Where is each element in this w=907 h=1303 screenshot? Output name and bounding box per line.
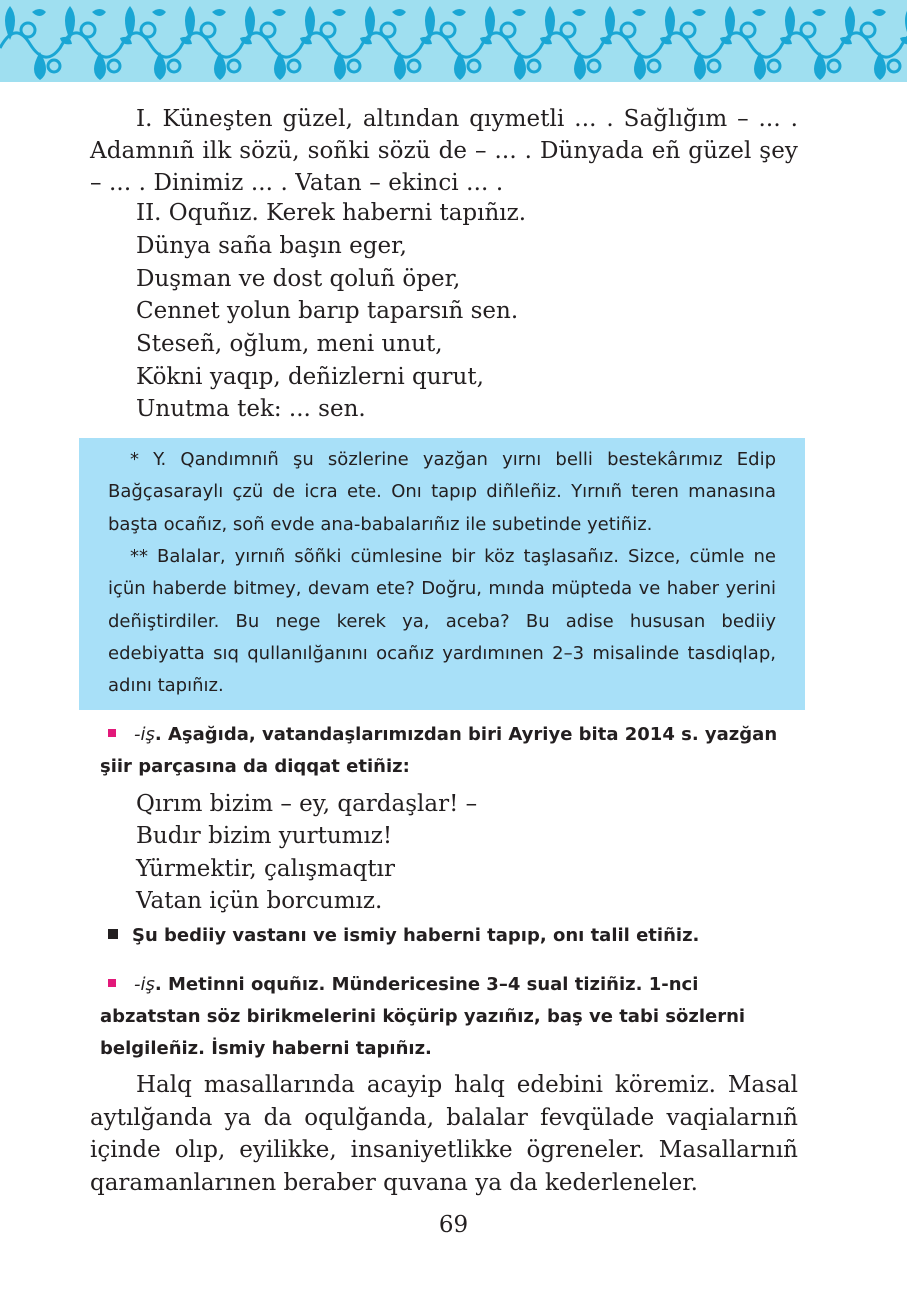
note-paragraph-2: ** Balalar, yırnıñ sõñki cümlesine bir köz taşlasañız. Sizce, cümle ne içün haberde bitmey, devam ete? Doğru, mında müpteda ve haber yerini deñiştirdiler. Bu nege kerek ya, aceba? Bu adise hususan bediiy edebiyatta sıq qullanılğanını ocañız yardımınen 2–3 misalinde tasdiqlap, adını tapıñız. xyxy=(108,546,776,697)
poem-line: Yürmektir, çalışmaqtır xyxy=(136,856,395,882)
note-paragraph-1: * Y. Qandımnıñ şu sözlerine yazğan yırnı belli bestekârımız Edip Bağçasaraylı çzü de icra ete. Onı tapıp diñleñiz. Yırnıñ teren manasına başta ocañız, soñ evde ana-babalarıñız ile subetinde yetiñiz. xyxy=(108,449,776,535)
poem-line: Steseñ, oğlum, meni unut, xyxy=(136,331,443,357)
poem-line: Qırım bizim – ey, qardaşlar! – xyxy=(136,791,478,817)
exercise-2-heading: II. Oquñız. Kerek haberni tapıñız. xyxy=(136,200,527,226)
square-bullet-icon xyxy=(108,929,118,939)
exercise-paragraph-1: I. Küneşten güzel, altından qıymetli ... . Sağlığım – ... . Adamnıñ ilk sözü, soñki sözü de – ... . Dünyada eñ güzel şey – ... . Dinimiz ... . Vatan – ekinci ... . xyxy=(90,106,798,196)
ornamental-header-banner xyxy=(0,0,907,82)
square-marker-icon xyxy=(108,979,116,987)
task-3 xyxy=(100,969,790,1065)
closing-paragraph: Halq masallarında acayip halq edebini köremiz. Masal aytılğanda ya da oqulğanda, balalar fevqülade vaqialarnıñ içinde olıp, eyilikke, insaniyetlikke ögreneler. Masallarnıñ qaramanlarınen beraber quvana ya da kederleneler. xyxy=(90,1072,798,1196)
poem-line: Cennet yolun barıp taparsıñ sen. xyxy=(136,298,519,324)
poem-line: Unutma tek: ... sen. xyxy=(136,396,366,422)
task-marker: -iş xyxy=(134,974,155,995)
poem-line: Vatan içün borcumız. xyxy=(136,888,383,914)
task-1 xyxy=(100,719,800,783)
square-marker-icon xyxy=(108,729,116,737)
poem-line: Kökni yaqıp, deñizlerni qurut, xyxy=(136,364,484,390)
note-box xyxy=(79,438,805,710)
task-2 xyxy=(108,920,808,952)
poem-line: Dünya saña başın eger, xyxy=(136,233,407,259)
poem-line: Duşman ve dost qoluñ öper, xyxy=(136,266,461,292)
task-3-text: . Metinni oquñız. Mündericesine 3–4 sual tiziñiz. 1-nci abzatstan söz birikmelerini köçürip yazıñız, baş ve tabi sözlerni belgileñiz. İsmiy haberni tapıñız. xyxy=(100,974,746,1059)
poem-line: Budır bizim yurtumız! xyxy=(136,823,393,849)
task-1-text: . Aşağıda, vatandaşlarımızdan biri Ayriye bita 2014 s. yazğan şiir parçasına da diqqat etiñiz: xyxy=(100,724,778,777)
task-marker: -iş xyxy=(134,724,155,745)
page-number: 69 xyxy=(438,1212,469,1238)
floral-ornament-icon xyxy=(0,0,907,82)
task-2-text: Şu bediiy vastanı ve ismiy haberni tapıp, onı talil etiñiz. xyxy=(132,925,700,946)
